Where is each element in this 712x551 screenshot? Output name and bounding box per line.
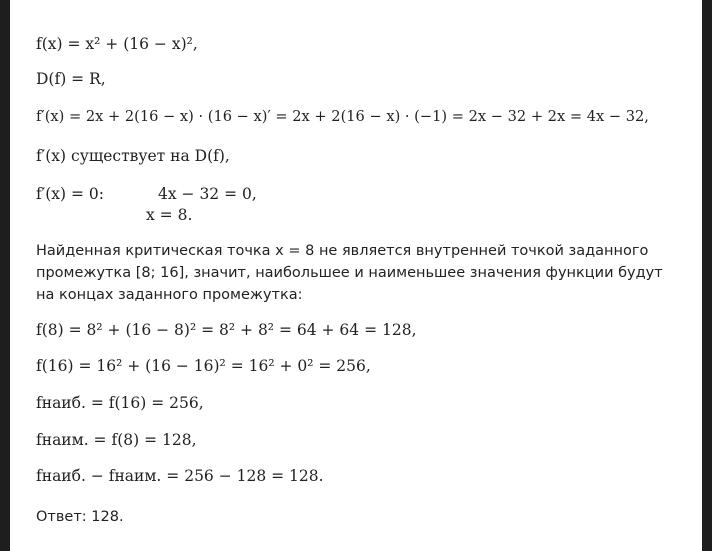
critical-condition: f′(x) = 0: [36, 185, 105, 203]
critical-equation: 4x − 32 = 0, [158, 185, 257, 203]
document-page [10, 0, 702, 551]
answer: Ответ: 128. [36, 509, 124, 525]
paragraph-line-2: промежутка [8; 16], значит, наибольшее и наименьшее значения функции будут [36, 265, 663, 281]
function-definition: f(x) = x² + (16 − x)², [36, 35, 198, 53]
value-at-8: f(8) = 8² + (16 − 8)² = 8² + 8² = 64 + 64 = 128, [36, 321, 417, 339]
derivative-line: f′(x) = 2x + 2(16 − x) · (16 − x)′ = 2x + 2(16 − x) · (−1) = 2x − 32 + 2x = 4x − 32, [36, 108, 649, 125]
min-value: fнаим. = f(8) = 128, [36, 431, 197, 449]
value-at-16: f(16) = 16² + (16 − 16)² = 16² + 0² = 256, [36, 357, 371, 375]
paragraph-line-1: Найденная критическая точка x = 8 не является внутренней точкой заданного [36, 243, 649, 259]
critical-solution: x = 8. [146, 206, 193, 224]
difference-line: fнаиб. − fнаим. = 256 − 128 = 128. [36, 467, 324, 485]
max-value: fнаиб. = f(16) = 256, [36, 394, 204, 412]
derivative-exists-line: f′(x) существует на D(f), [36, 147, 230, 165]
domain-line: D(f) = R, [36, 70, 106, 88]
paragraph-line-3: на концах заданного промежутка: [36, 287, 303, 303]
